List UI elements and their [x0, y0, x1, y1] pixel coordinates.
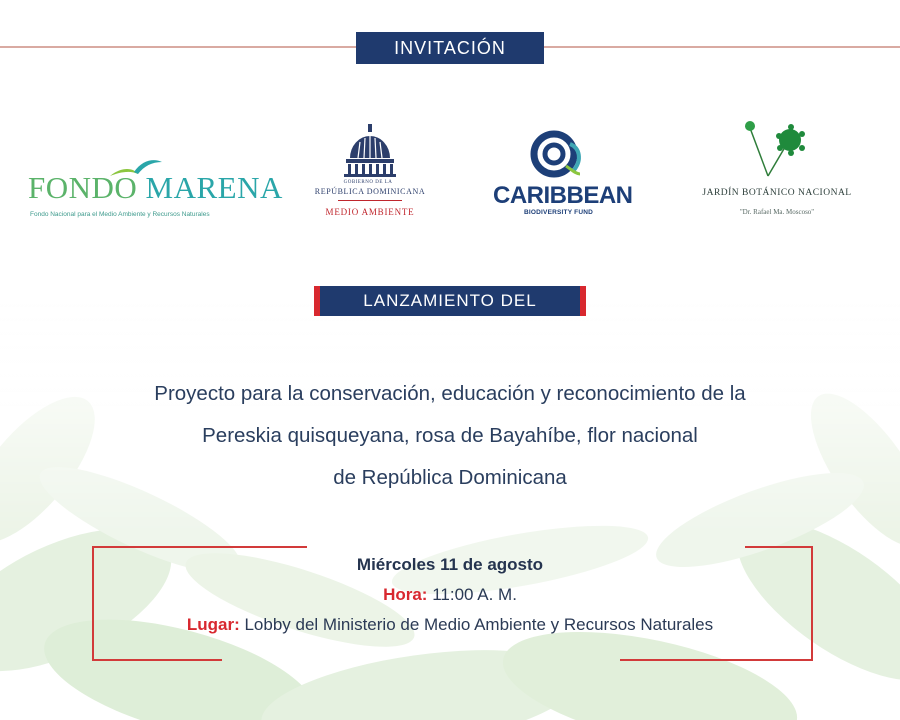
project-line-2: Pereskia quisqueyana, rosa de Bayahíbe, flor nacional — [202, 424, 698, 447]
frame-bottom-left — [92, 659, 222, 661]
gov-line-1: GOBIERNO DE LA — [343, 180, 393, 185]
marena-word: MARENA — [145, 170, 283, 205]
event-time-row — [100, 580, 800, 610]
fondo-marena-tagline: Fondo Nacional para el Medio Ambiente y Recursos Naturales — [30, 211, 210, 218]
jardin-botanico-name: JARDÍN BOTÁNICO NACIONAL — [702, 188, 852, 198]
caribbean-wordmark: CARIBBEAN — [493, 182, 633, 209]
fondo-word: FONDO — [28, 170, 138, 205]
launch-badge: LANZAMIENTO DEL — [314, 286, 586, 316]
frame-left — [92, 546, 94, 661]
time-value: 11:00 A. M. — [427, 585, 517, 604]
gov-line-2: REPÚBLICA DOMINICANA — [314, 187, 426, 196]
gov-divider — [338, 200, 402, 201]
place-label: Lugar: — [186, 615, 240, 634]
header-rule-right — [544, 46, 900, 48]
event-details — [100, 550, 800, 640]
fondo-marena-logo — [28, 170, 283, 206]
caribbean-tagline: BIODIVERSITY FUND — [524, 209, 594, 216]
project-title — [40, 373, 860, 499]
jardin-botanico-tagline: "Dr. Rafael Ma. Moscoso" — [739, 208, 815, 216]
dome-emblem-icon — [340, 122, 400, 178]
time-label: Hora: — [383, 585, 428, 604]
botanical-flower-icon — [730, 118, 820, 184]
frame-bottom-right — [620, 659, 813, 661]
frame-top-right — [745, 546, 813, 548]
invitation-badge: INVITACIÓN — [356, 32, 544, 64]
event-place-row — [100, 610, 800, 640]
project-line-3: de República Dominicana — [333, 466, 567, 489]
event-date: Miércoles 11 de agosto — [356, 555, 544, 574]
header-rule-left — [0, 46, 356, 48]
place-value: Lobby del Ministerio de Medio Ambiente y Recursos Naturales — [239, 615, 714, 634]
project-line-1: Proyecto para la conservación, educación y reconocimiento de la — [154, 382, 746, 405]
frame-top-left — [92, 546, 307, 548]
frame-right — [811, 546, 813, 661]
gov-line-3: MEDIO AMBIENTE — [325, 207, 415, 217]
caribbean-swirl-icon — [530, 130, 584, 180]
